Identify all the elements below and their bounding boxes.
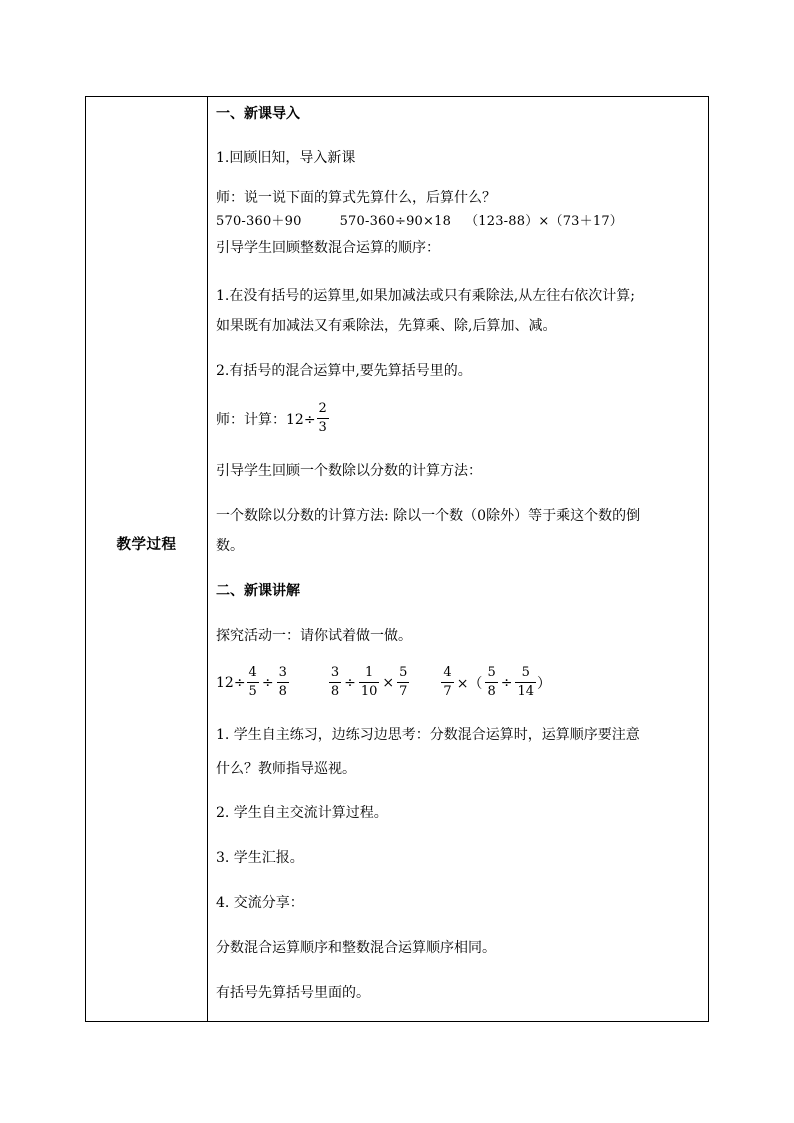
paragraph-review: 1.回顾旧知，导入新课 [216, 150, 356, 166]
exercise-2-fraction-2 [359, 665, 380, 700]
exercise-3 [440, 665, 551, 700]
expression-row [216, 213, 623, 231]
paragraph-student-report: 3. 学生汇报。 [216, 850, 304, 866]
section-content [208, 97, 708, 1021]
exercise-3-fraction-1 [441, 665, 453, 700]
numerator: 1 [359, 665, 380, 683]
calc-fraction-numerator: 2 [317, 401, 329, 419]
expression-2: 570-360÷90×18 [339, 214, 452, 229]
numerator: 5 [485, 665, 497, 683]
paragraph-teacher-question: 师：说一说下面的算式先算什么，后算什么？ [216, 190, 496, 206]
denominator: 5 [248, 684, 257, 699]
paragraph-share: 4. 交流分享： [216, 895, 304, 911]
numerator: 5 [397, 665, 409, 683]
operator: ÷ [344, 674, 356, 691]
paragraph-guide-integer-order: 引导学生回顾整数混合运算的顺序： [216, 240, 440, 256]
paragraph-student-practice-b: 什么？教师指导巡视。 [216, 761, 356, 777]
numerator: 3 [277, 665, 289, 683]
paragraph-conclusion-2: 有括号先算括号里面的。 [216, 985, 370, 1001]
exercise-1-fraction-2 [277, 665, 289, 700]
exercise-1 [216, 665, 290, 700]
heading-new-lesson-explain: 二、新课讲解 [216, 583, 300, 599]
section-label: 教学过程 [116, 536, 177, 553]
heading-new-lesson-intro: 一、新课导入 [216, 106, 300, 122]
expression-3: （123-88）×（73＋17） [465, 214, 623, 229]
operator: × [382, 674, 395, 691]
exercise-row [216, 665, 551, 700]
exercise-1-fraction-1 [247, 665, 259, 700]
calc-fraction-denominator: 3 [318, 420, 327, 435]
denominator: 7 [399, 684, 408, 699]
numerator: 4 [247, 665, 259, 683]
exercise-2-fraction-1 [329, 665, 341, 700]
exercise-3-fraction-3 [515, 665, 536, 700]
paragraph-activity-1: 探究活动一：请你试着做一做。 [216, 628, 412, 644]
paragraph-student-practice-a: 1. 学生自主练习，边练习边思考：分数混合运算时，运算顺序要注意 [216, 727, 640, 743]
operator: ÷ [500, 674, 513, 691]
denominator: 8 [278, 684, 287, 699]
denominator: 7 [443, 684, 452, 699]
section-content-cell [208, 97, 709, 1022]
expression-1: 570-360＋90 [216, 214, 302, 229]
exercise-2-fraction-3 [397, 665, 409, 700]
paragraph-rule-1b: 如果既有加减法又有乘除法，先算乘、除,后算加、减。 [216, 318, 557, 334]
numerator: 5 [515, 665, 536, 683]
calc-line [216, 401, 330, 436]
exercise-3-fraction-2 [485, 665, 497, 700]
paragraph-rule-2: 2.有括号的混合运算中,要先算括号里的。 [216, 363, 472, 379]
paragraph-conclusion-1: 分数混合运算顺序和整数混合运算顺序相同。 [216, 940, 496, 956]
numerator: 4 [441, 665, 453, 683]
section-label-cell [86, 97, 208, 1022]
operator: ÷ [261, 674, 274, 691]
lesson-plan-table [85, 96, 709, 1022]
calc-prefix: 师：计算：12÷ [216, 411, 316, 428]
paragraph-guide-fraction-division: 引导学生回顾一个数除以分数的计算方法： [216, 463, 482, 479]
denominator: 8 [487, 684, 496, 699]
calc-fraction [317, 401, 329, 436]
numerator: 3 [329, 665, 341, 683]
paragraph-student-exchange: 2. 学生自主交流计算过程。 [216, 805, 388, 821]
paragraph-fraction-rule-a: 一个数除以分数的计算方法: 除以一个数（0除外）等于乘这个数的倒 [216, 508, 641, 524]
paragraph-fraction-rule-b: 数。 [216, 538, 244, 554]
exercise-1-lead: 12÷ [216, 674, 246, 691]
exercise-2 [328, 665, 411, 700]
closing-paren: ） [537, 675, 551, 692]
denominator: 10 [360, 684, 378, 699]
denominator: 14 [517, 684, 534, 699]
paragraph-rule-1a: 1.在没有括号的运算里,如果加减法或只有乘除法,从左往右依次计算; [216, 288, 635, 304]
denominator: 8 [330, 684, 340, 699]
operator: ×（ [456, 675, 483, 692]
